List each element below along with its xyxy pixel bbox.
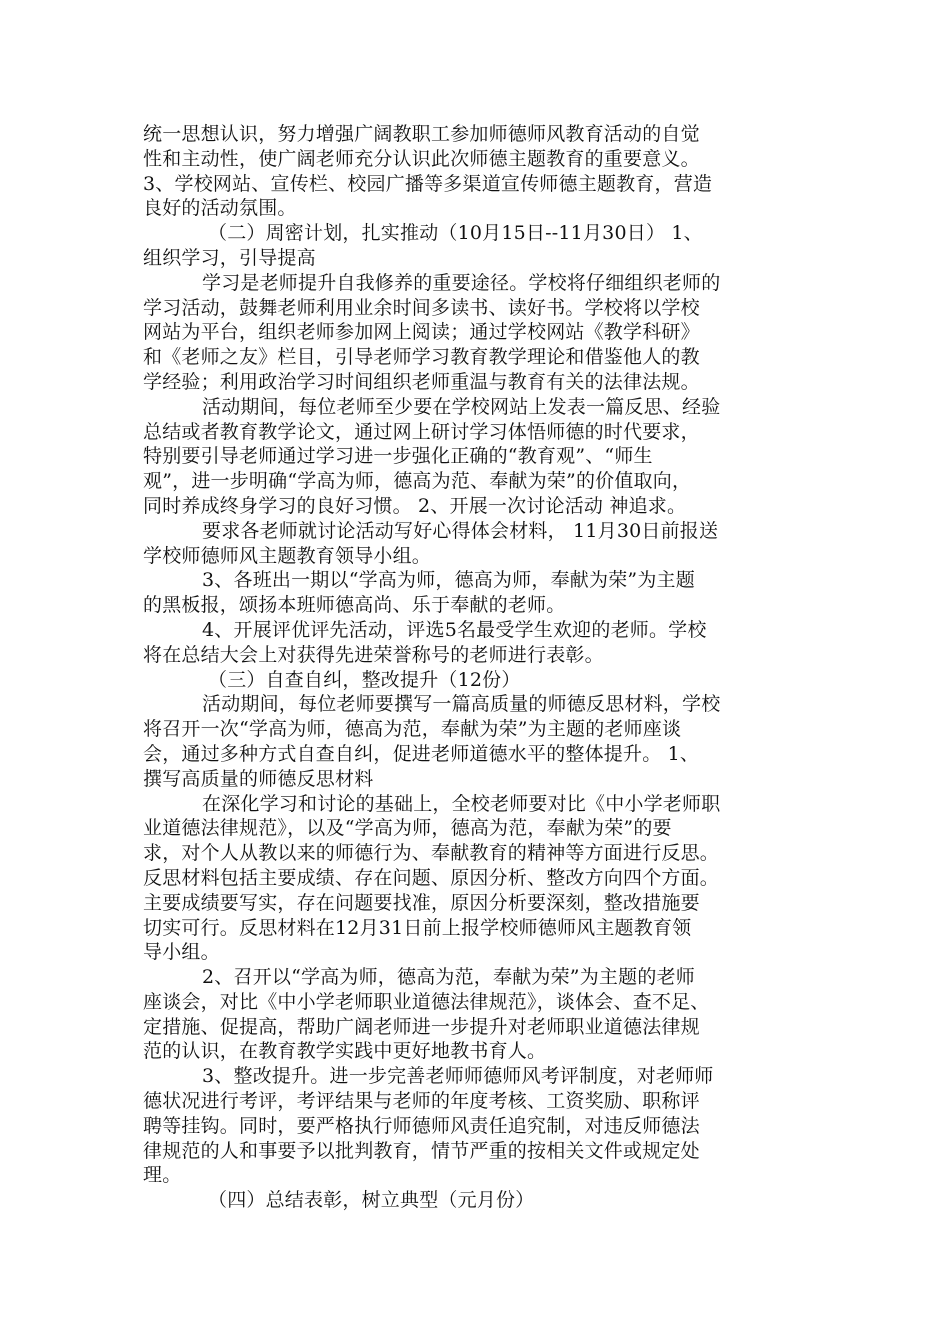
text-line: 律规范的人和事要予以批判教育，情节严重的按相关文件或规定处: [143, 1139, 700, 1162]
text-line: 在深化学习和讨论的基础上，全校老师要对比《中小学老师职: [202, 792, 721, 815]
text-line: 3、学校网站、宣传栏、校园广播等多渠道宣传师德主题教育，营造: [143, 172, 713, 195]
text-line: （四）总结表彰，树立典型（元月份）: [208, 1189, 535, 1212]
text-line: 德状况进行考评，考评结果与老师的年度考核、工资奖励、职称评: [143, 1090, 700, 1113]
text-line: 将在总结大会上对获得先进荣誉称号的老师进行表彰。: [143, 643, 604, 666]
text-line: 特别要引导老师通过学习进一步强化正确的“教育观”、“师生: [143, 445, 653, 468]
text-line: 反思材料包括主要成绩、存在问题、原因分析、整改方向四个方面。: [143, 866, 720, 889]
text-line: 组织学习，引导提高: [143, 246, 316, 269]
text-line: 3、各班出一期以“学高为师，德高为师，奉献为荣”为主题: [202, 569, 695, 592]
text-line: 学经验；利用政治学习时间组织老师重温与教育有关的法律法规。: [143, 370, 700, 393]
text-line: 2、召开以“学高为师，德高为范，奉献为荣”为主题的老师: [202, 966, 695, 989]
text-line: 良好的活动氛围。: [143, 197, 297, 220]
text-line: 活动期间，每位老师要撰写一篇高质量的师德反思材料，学校: [202, 693, 721, 716]
text-line: 观”，进一步明确“学高为师，德高为范、奉献为荣”的价值取向，: [143, 470, 692, 493]
text-line: 学习是老师提升自我修养的重要途径。学校将仔细组织老师的: [202, 271, 721, 294]
text-line: 学习活动，鼓舞老师利用业余时间多读书、读好书。学校将以学校: [143, 296, 700, 319]
text-line: 学校师德师风主题教育领导小组。: [143, 544, 432, 567]
text-line: 总结或者教育教学论文，通过网上研讨学习体悟师德的时代要求，: [143, 420, 700, 443]
text-line: 聘等挂钩。同时，要严格执行师德师风责任追究制，对违反师德法: [143, 1114, 700, 1137]
text-line: 将召开一次“学高为师，德高为范，奉献为荣”为主题的老师座谈: [143, 718, 682, 741]
text-line: 要求各老师就讨论活动写好心得体会材料， 11月30日前报送: [202, 519, 719, 542]
text-line: 求，对个人从教以来的师德行为、奉献教育的精神等方面进行反思。: [143, 842, 720, 865]
text-line: 4、开展评优评先活动，评选5名最受学生欢迎的老师。学校: [202, 618, 707, 641]
text-line: 理。: [143, 1164, 182, 1187]
text-line: （三）自查自纠，整改提升（12份）: [208, 668, 521, 691]
text-line: 统一思想认识，努力增强广阔教职工参加师德师风教育活动的自觉: [143, 123, 700, 145]
text-line: 3、整改提升。进一步完善老师师德师风考评制度，对老师师: [202, 1065, 714, 1088]
text-line: 定措施、促提高，帮助广阔老师进一步提升对老师职业道德法律规: [143, 1015, 700, 1038]
text-line: 和《老师之友》栏目，引导老师学习教育教学理论和借鉴他人的教: [143, 346, 700, 369]
text-line: 业道德法律规范》，以及“学高为师，德高为范，奉献为荣”的要: [143, 817, 672, 840]
text-line: 范的认识，在教育教学实践中更好地教书育人。: [143, 1040, 547, 1063]
text-line: 同时养成终身学习的良好习惯。 2、开展一次讨论活动 神追求。: [143, 494, 687, 517]
text-line: 座谈会，对比《中小学老师职业道德法律规范》，谈体会、查不足、: [143, 990, 710, 1013]
text-line: （二）周密计划，扎实推动（10月15日--11月30日） 1、: [208, 222, 703, 245]
text-line: 的黑板报，颂扬本班师德高尚、乐于奉献的老师。: [143, 594, 566, 617]
text-line: 会，通过多种方式自查自纠，促进老师道德水平的整体提升。 1、: [143, 742, 700, 765]
text-line: 撰写高质量的师德反思材料: [143, 767, 374, 790]
text-line: 性和主动性，使广阔老师充分认识此次师德主题教育的重要意义。: [143, 147, 700, 170]
text-line: 切实可行。反思材料在12月31日前上报学校师德师风主题教育领: [143, 916, 692, 939]
text-line: 网站为平台，组织老师参加网上阅读；通过学校网站《教学科研》: [143, 321, 700, 344]
text-line: 活动期间，每位老师至少要在学校网站上发表一篇反思、经验: [202, 395, 721, 418]
text-line: 主要成绩要写实，存在问题要找准，原因分析要深刻，整改措施要: [143, 891, 700, 914]
document-body: [143, 122, 811, 1213]
text-line: 导小组。: [143, 941, 220, 964]
